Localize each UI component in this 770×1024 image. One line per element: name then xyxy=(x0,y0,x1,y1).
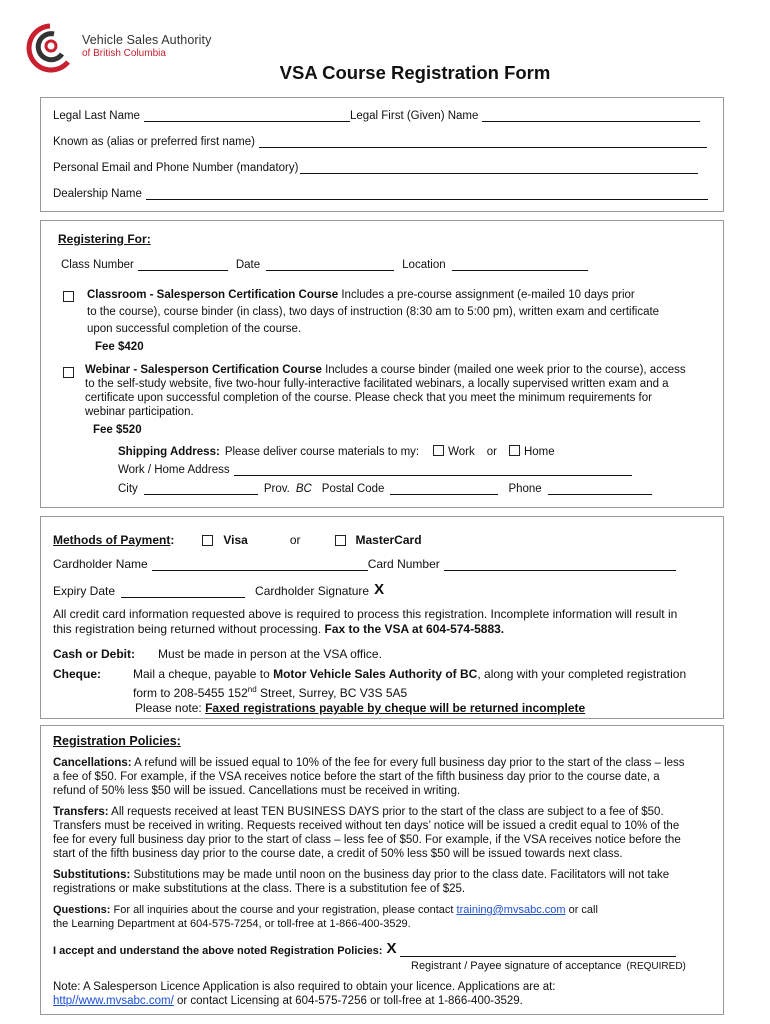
shipping-text: Please deliver course materials to my: xyxy=(224,446,420,458)
fax-text: Fax to the VSA at 604-574-5883. xyxy=(324,622,505,636)
signature-x: X xyxy=(374,581,385,598)
phone-field[interactable] xyxy=(548,483,652,495)
cash-text: Must be made in person at the VSA office. xyxy=(158,647,382,661)
classroom-title: Classroom - Salesperson Certification Course xyxy=(87,289,339,301)
mastercard-checkbox[interactable] xyxy=(335,535,346,546)
class-number-field[interactable] xyxy=(138,259,228,271)
address-field[interactable] xyxy=(234,464,632,476)
known-as-label: Known as (alias or preferred first name) xyxy=(53,136,255,148)
date-field[interactable] xyxy=(266,259,394,271)
location-label: Location xyxy=(402,259,446,271)
phone-label: Phone xyxy=(508,483,542,495)
dealership-label: Dealership Name xyxy=(53,188,142,200)
registering-heading: Registering For xyxy=(58,232,147,246)
dealership-field[interactable] xyxy=(146,188,708,200)
mastercard-label: MasterCard xyxy=(355,533,422,547)
postal-label: Postal Code xyxy=(321,483,385,495)
registering-section: Registering For: Class Number Date Location Classroom - Salesperson Certification Course Includes a pre-course assignment (e-mailed 10 days prior to the course), course binder (in class), two days of instruction (8:30 am to 5:00 pm), written exam and certificate upon successful completion of the course. Fee $420 Webinar - Salesperson Certification Course Includes a course binder (mailed one week prior to the course), access to the self-study website, five two-hour fully-interactive facilitated webinars, a locally supervised written exam and a certificate upon successful completion of the course. Please check that you meet the minimum requirements for webinar participation. Fee $520 Shipping Address: Please deliver course materials to my: Work or Home Work / Home Address City Prov. BC Postal Code Phone xyxy=(40,220,724,508)
expiry-label: Expiry Date xyxy=(53,584,116,598)
registrant-label: Registrant / Payee signature of acceptance xyxy=(411,960,622,972)
prov-value[interactable]: BC xyxy=(295,483,312,495)
page-title: VSA Course Registration Form xyxy=(279,62,551,83)
cheque-label: Cheque: xyxy=(53,667,101,681)
email-phone-label: Personal Email and Phone Number (mandatory) xyxy=(53,162,299,174)
home-label: Home xyxy=(523,446,555,458)
questions-label: Questions: xyxy=(53,904,111,916)
shipping-label: Shipping Address: xyxy=(118,446,220,458)
signature-label: Cardholder Signature xyxy=(255,584,370,598)
mvsabc-link[interactable]: http//www.mvsabc.com/ xyxy=(53,995,174,1007)
required-label: (REQUIRED) xyxy=(626,961,686,972)
city-label: City xyxy=(118,483,138,495)
training-email-link[interactable]: training@mvsabc.com xyxy=(456,904,566,916)
expiry-field[interactable] xyxy=(121,586,245,598)
visa-checkbox[interactable] xyxy=(202,535,213,546)
cheque-payee: Motor Vehicle Sales Authority of BC xyxy=(273,667,478,681)
date-label: Date xyxy=(235,259,261,271)
webinar-checkbox[interactable] xyxy=(63,367,74,378)
cardholder-label: Cardholder Name xyxy=(53,557,148,571)
home-checkbox[interactable] xyxy=(509,445,520,456)
class-number-label: Class Number xyxy=(61,259,134,271)
last-name-field[interactable] xyxy=(144,110,350,122)
policies-heading: Registration Policies xyxy=(53,734,177,748)
payment-note-1: All credit card information requested above is required to process this registration. Incomplete information will result in xyxy=(53,607,678,621)
classroom-checkbox[interactable] xyxy=(63,291,74,302)
cash-label: Cash or Debit: xyxy=(53,647,136,661)
visa-label: Visa xyxy=(223,533,248,547)
personal-info-section xyxy=(40,97,724,212)
email-phone-field[interactable] xyxy=(300,162,698,174)
address-label: Work / Home Address xyxy=(118,464,230,476)
first-name-label: Legal First (Given) Name xyxy=(349,110,479,122)
transfer-label: Transfers: xyxy=(53,806,109,818)
faxed-warning: Faxed registrations payable by cheque will be returned incomplete xyxy=(205,701,586,715)
webinar-title: Webinar - Salesperson Certification Course xyxy=(85,364,322,376)
card-number-label: Card Number xyxy=(367,557,440,571)
accept-signature-field[interactable] xyxy=(400,945,676,957)
org-name: Vehicle Sales Authority xyxy=(82,33,212,47)
classroom-fee: Fee $420 xyxy=(95,341,144,353)
city-field[interactable] xyxy=(144,483,258,495)
work-label: Work xyxy=(448,446,475,458)
postal-field[interactable] xyxy=(390,483,498,495)
first-name-field[interactable] xyxy=(482,110,700,122)
work-checkbox[interactable] xyxy=(433,445,444,456)
webinar-fee: Fee $520 xyxy=(93,424,142,436)
prov-label: Prov. xyxy=(263,483,290,495)
subs-label: Substitutions: xyxy=(53,869,131,881)
accept-x: X xyxy=(386,940,397,957)
policies-section: Registration Policies: Cancellations: A refund will be issued equal to 10% of the fee for every full business day prior to the start of the class – less a fee of $50. For example, if the VSA receives notice before the start of the fifth business day prior to the course date, a refund of 50% less $50 will be issued. Cancellations must be received in writing. Transfers: All requests received at least TEN BUSINESS DAYS prior to the start of the class are subject to a fee of $50. Transfers must be received in writing. Requests received without ten days’ notice will be issued a credit equal to 10% of the fee for every full business day prior to the start of class – less fee of $50. For example, if the VSA receives notice before the start of the fifth business day prior to the course date, a credit of 50% less $50 will be issued towards next class. Substitutions: Substitutions may be made until noon on the business day prior to the class date. Facilitators will not take registrations or make substitutions at the class. There is a substitution fee of $25. Questions: For all inquiries about the course and your registration, please contact training@mvsabc.com or call the Learning Department at 604-575-7254, or toll-free at 1-866-400-3529. I accept and understand the above noted Registration Policies: X Registrant / Payee signature of acceptance (REQUIRED) Note: A Salesperson Licence Application is also required to obtain your licence. Applications are at: http//www.mvsabc.com/ or contact Licensing at 604-575-7256 or toll-free at 1-866-400-3529. xyxy=(40,725,724,1015)
cancel-label: Cancellations: xyxy=(53,757,132,769)
payment-section: Methods of Payment : Visa or MasterCard Cardholder Name Card Number Expiry Date Cardholder Signature X All credit card information requested above is required to process this registration. Incomplete information will result in this registration being returned without processing. Fax to the VSA at 604-574-5883. Cash or Debit: Must be made in person at the VSA office. Cheque: Mail a cheque, payable to Motor Vehicle Sales Authority of BC, along with your completed registration form to 208-5455 152nd Street, Surrey, BC V3S 5A5 Please note: Faxed registrations payable by cheque will be returned incomplete xyxy=(40,516,724,719)
accept-label: I accept and understand the above noted Registration Policies: xyxy=(53,945,383,957)
payment-note-2: this registration being returned without processing. xyxy=(53,622,325,636)
cardholder-field[interactable] xyxy=(152,559,368,571)
org-sub: of British Columbia xyxy=(82,48,166,59)
last-name-label: Legal Last Name xyxy=(53,110,140,122)
location-field[interactable] xyxy=(452,259,588,271)
licence-note: Note: A Salesperson Licence Application is also required to obtain your licence. Applications are at: xyxy=(53,981,556,993)
payment-heading: Methods of Payment xyxy=(53,533,171,547)
known-as-field[interactable] xyxy=(259,136,707,148)
card-number-field[interactable] xyxy=(444,559,676,571)
